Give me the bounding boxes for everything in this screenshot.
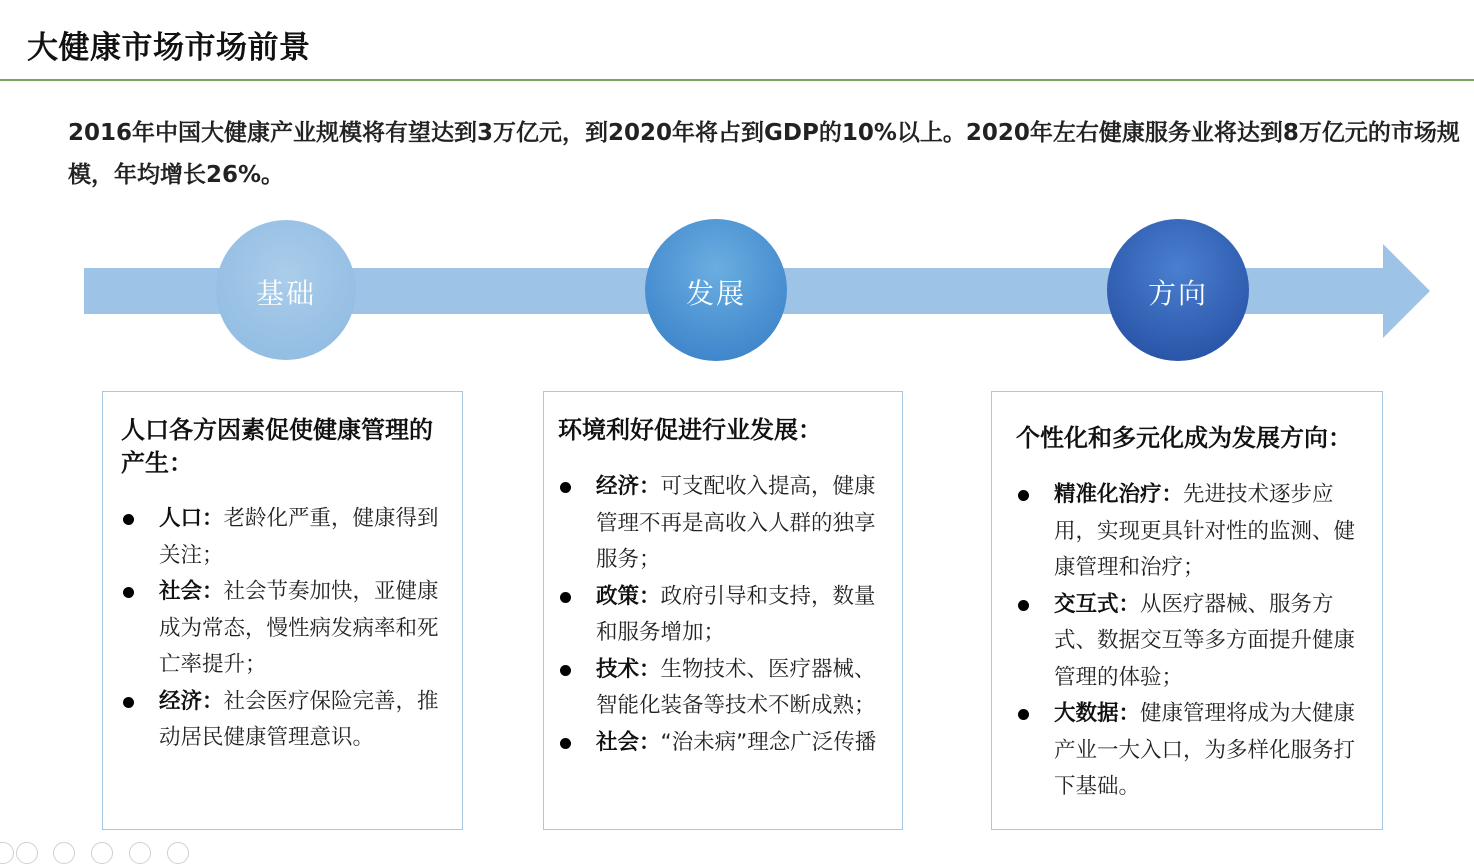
item-text: “治未病”理念广泛传播 xyxy=(660,729,877,755)
bullet-icon xyxy=(560,592,571,603)
slideshow-controls xyxy=(0,838,260,852)
bullet-icon xyxy=(1018,490,1029,501)
prev-slide-icon[interactable] xyxy=(0,842,14,864)
item-text: 从医疗器械、服务方式、数据交互等多方面提升健康管理的体验； xyxy=(1054,591,1356,690)
bullet-icon xyxy=(560,665,571,676)
list-item xyxy=(1016,477,1364,587)
list-item xyxy=(1016,587,1364,697)
card-development xyxy=(543,391,903,830)
card-foundation xyxy=(102,391,463,830)
item-text: 生物技术、医疗器械、智能化装备等技术不断成熟； xyxy=(596,656,876,718)
bullet-icon xyxy=(560,738,571,749)
item-text: 健康管理将成为大健康产业一大入口，为多样化服务打下基础。 xyxy=(1054,701,1356,799)
item-text: 政府引导和支持，数量和服务增加； xyxy=(596,583,876,645)
item-text: 先进技术逐步应用，实现更具针对性的监测、健康管理和治疗； xyxy=(1054,482,1356,580)
node-label-development: 发展 xyxy=(685,277,746,310)
bullet-icon xyxy=(123,514,134,525)
intro-paragraph: 2016年中国大健康产业规模将有望达到3万亿元，到2020年将占到GDP的10%以上。2020年左右健康服务业将达到8万亿元的市场规模，年均增长26%。 xyxy=(68,120,1460,188)
item-key: 人口： xyxy=(159,506,224,531)
card-item-list xyxy=(1016,477,1364,806)
next-slide-icon[interactable] xyxy=(16,842,38,864)
item-text: 老龄化严重，健康得到关注； xyxy=(159,506,439,568)
list-item xyxy=(121,684,442,757)
timeline xyxy=(0,0,1474,380)
list-item xyxy=(558,469,882,579)
grid-icon[interactable] xyxy=(91,842,113,864)
card-heading: 环境利好促进行业发展： xyxy=(558,416,822,444)
item-key: 技术： xyxy=(596,656,661,682)
item-text: 社会医疗保险完善，推动居民健康管理意识。 xyxy=(159,688,439,750)
item-key: 经济： xyxy=(596,474,661,499)
card-direction xyxy=(991,391,1383,830)
bullet-icon xyxy=(1018,709,1029,720)
bullet-icon xyxy=(560,482,571,493)
item-key: 社会： xyxy=(159,579,224,604)
node-label-foundation: 基础 xyxy=(255,277,316,310)
item-key: 经济： xyxy=(159,688,224,714)
item-key: 交互式： xyxy=(1054,591,1141,617)
list-item xyxy=(558,652,882,725)
item-text: 社会节奏加快，亚健康成为常态，慢性病发病率和死亡率提升； xyxy=(159,579,439,677)
list-item xyxy=(558,579,882,652)
item-key: 大数据： xyxy=(1054,701,1141,726)
timeline-graphic xyxy=(0,0,1474,380)
bullet-icon xyxy=(1018,600,1029,611)
page-title: 大健康市场市场前景 xyxy=(27,30,311,66)
card-item-list xyxy=(558,469,882,761)
card-heading: 人口各方因素促使健康管理的产生： xyxy=(121,416,433,477)
list-item xyxy=(121,501,442,574)
card-heading: 个性化和多元化成为发展方向： xyxy=(1016,424,1352,452)
more-options-icon[interactable] xyxy=(167,842,189,864)
item-key: 精准化治疗： xyxy=(1054,482,1184,507)
item-key: 政策： xyxy=(596,583,661,609)
bullet-icon xyxy=(123,587,134,598)
list-item xyxy=(121,574,442,684)
item-text: 可支配收入提高，健康管理不再是高收入人群的独享服务； xyxy=(596,474,876,572)
zoom-icon[interactable] xyxy=(129,842,151,864)
item-key: 社会： xyxy=(596,729,661,755)
list-item xyxy=(1016,696,1364,806)
card-item-list xyxy=(121,501,442,757)
node-label-direction: 方向 xyxy=(1147,277,1208,310)
pen-icon[interactable] xyxy=(53,842,75,864)
list-item xyxy=(558,725,882,762)
bullet-icon xyxy=(123,697,134,708)
